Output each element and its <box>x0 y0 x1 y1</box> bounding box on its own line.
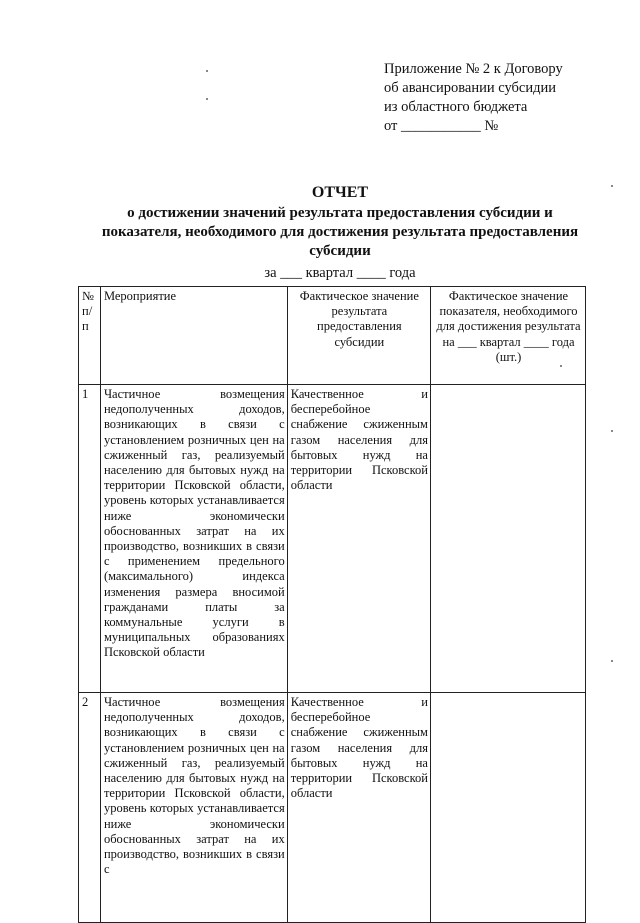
header-indicator: Фактическое значение показателя, необходимого для достижения результата на ___ квартал ____ года (шт.) <box>430 287 585 385</box>
appendix-header <box>384 60 563 136</box>
appendix-line: Приложение № 2 к Договору <box>384 61 563 77</box>
scan-speck <box>611 660 613 662</box>
header-num: № п/п <box>79 287 101 385</box>
scan-speck <box>611 185 613 187</box>
scan-speck <box>206 98 208 100</box>
subtitle-line: показателя, необходимого для достижения результата предоставления <box>101 224 579 240</box>
scan-speck <box>611 430 613 432</box>
row-indicator <box>430 693 585 923</box>
report-title: ОТЧЕТ <box>311 184 369 201</box>
scan-speck <box>206 70 208 72</box>
report-subtitle <box>80 204 600 261</box>
report-period: за ___ квартал ____ года <box>264 265 416 281</box>
row-indicator <box>430 385 585 693</box>
table-header-row <box>79 287 586 385</box>
appendix-date-line: от ___________ № <box>384 118 499 134</box>
row-activity: Частичное возмещения недополученных доходов, возникающих в связи с установлением розничных цен на сжиженный газ, реализуемый населению для бытовых нужд на территории Псковской области, уровень которых устанавливается ниже экономически обоснованных затрат на их производство, возникших в связи с <box>100 693 287 923</box>
row-activity: Частичное возмещения недополученных доходов, возникающих в связи с установлением розничных цен на сжиженный газ, реализуемый населению для бытовых нужд на территории Псковской области, уровень которых устанавливается ниже экономически обоснованных затрат на их производство, возникших в связи с применением предельного (максимального) индекса изменения размера вносимой гражданами платы за коммунальные услуги в муниципальных образованиях Псковской области <box>100 385 287 693</box>
subtitle-line: о достижении значений результата предоставления субсидии и <box>127 205 553 221</box>
header-result: Фактическое значение результата предоставления субсидии <box>287 287 430 385</box>
appendix-line: об авансировании субсидии <box>384 80 557 96</box>
header-activity: Мероприятие <box>100 287 287 385</box>
report-table <box>78 286 586 923</box>
table-row <box>79 693 586 923</box>
row-result: Качественное и бесперебойное снабжение сжиженным газом населения для бытовых нужд на территории Псковской области <box>287 693 430 923</box>
row-num: 1 <box>79 385 101 693</box>
row-num: 2 <box>79 693 101 923</box>
subtitle-line: субсидии <box>309 243 371 259</box>
row-result: Качественное и бесперебойное снабжение сжиженным газом населения для бытовых нужд на территории Псковской области <box>287 385 430 693</box>
scan-speck <box>560 365 562 367</box>
appendix-line: из областного бюджета <box>384 99 528 115</box>
table-row <box>79 385 586 693</box>
report-title-block <box>80 183 600 283</box>
